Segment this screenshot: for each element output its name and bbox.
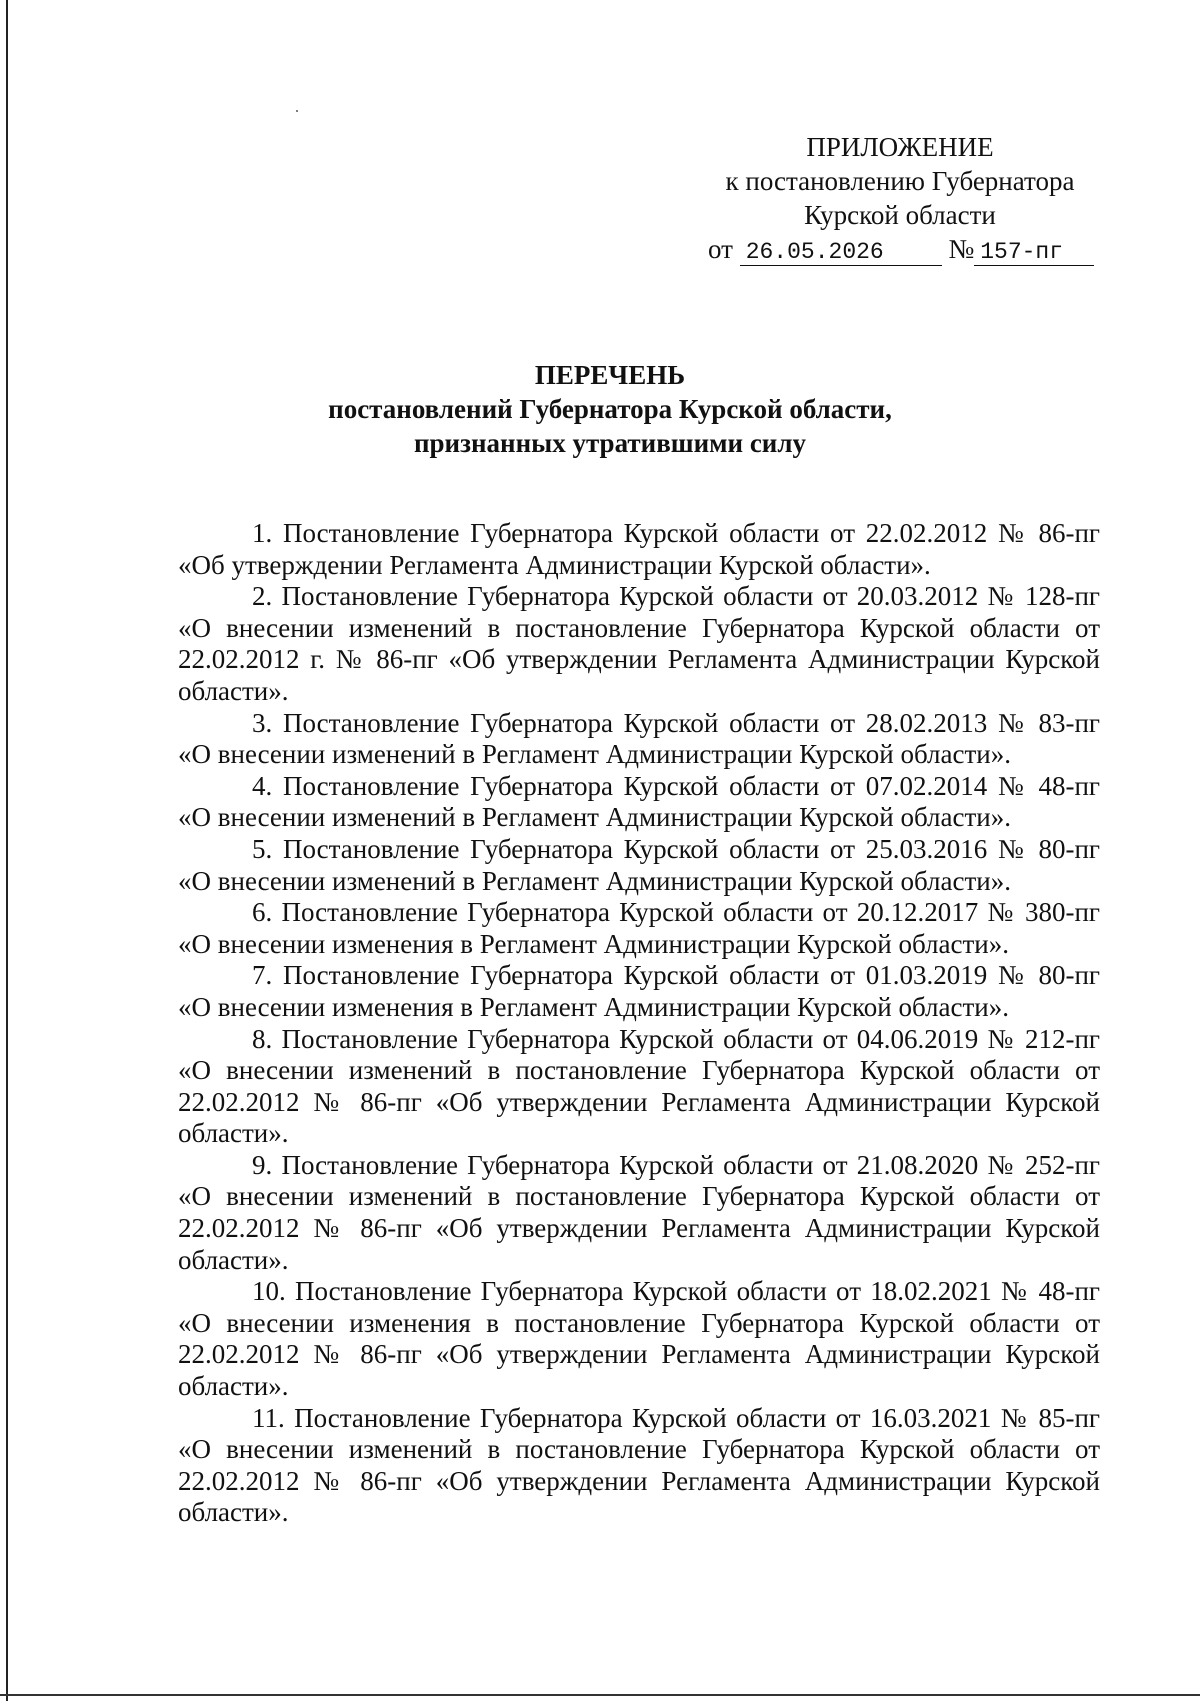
list-item: 11. Постановление Губернатора Курской области от 16.03.2021 № 85-пг «О внесении изменений в постановление Губернатора Курской области от 22.02.2012 № 86-пг «Об утверждении Регламента Администрации Курской области».	[178, 1402, 1100, 1528]
appendix-to-line: к постановлению Губернатора	[725, 166, 1075, 196]
scan-edge-left	[6, 0, 8, 1701]
scan-speck	[296, 110, 298, 112]
document-title	[190, 358, 1030, 460]
list-item: 1. Постановление Губернатора Курской области от 22.02.2012 № 86-пг «Об утверждении Регламента Администрации Курской области».	[178, 518, 1100, 580]
number-value: 157-пг	[974, 239, 1094, 266]
document-heading: ПЕРЕЧЕНЬ	[534, 360, 686, 390]
list-item: 10. Постановление Губернатора Курской области от 18.02.2021 № 48-пг «О внесении изменения в постановление Губернатора Курской области от 22.02.2012 № 86-пг «Об утверждении Регламента Администрации Курской области».	[178, 1276, 1100, 1402]
document-subheading-2: признанных утратившими силу	[413, 428, 807, 458]
resolutions-list	[178, 518, 1100, 1529]
appendix-date-line	[680, 232, 1120, 266]
date-value: 26.05.2026	[740, 239, 942, 266]
scan-edge-bottom	[0, 1694, 1200, 1696]
list-item: 6. Постановление Губернатора Курской области от 20.12.2017 № 380-пг «О внесении изменения в Регламент Администрации Курской области».	[178, 897, 1100, 959]
list-item: 7. Постановление Губернатора Курской области от 01.03.2019 № 80-пг «О внесении изменения в Регламент Администрации Курской области».	[178, 960, 1100, 1022]
appendix-region-line: Курской области	[804, 200, 996, 230]
list-item: 4. Постановление Губернатора Курской области от 07.02.2014 № 48-пг «О внесении изменений в Регламент Администрации Курской области».	[178, 770, 1100, 833]
list-item: 9. Постановление Губернатора Курской области от 21.08.2020 № 252-пг «О внесении изменений в постановление Губернатора Курской области от 22.02.2012 № 86-пг «Об утверждении Регламента Администрации Курской области».	[178, 1149, 1100, 1275]
list-item: 5. Постановление Губернатора Курской области от 25.03.2016 № 80-пг «О внесении изменений в Регламент Администрации Курской области».	[178, 833, 1100, 896]
number-prefix: №	[948, 234, 975, 264]
list-item: 3. Постановление Губернатора Курской области от 28.02.2013 № 83-пг «О внесении изменений в Регламент Администрации Курской области».	[178, 707, 1100, 770]
document-subheading-1: постановлений Губернатора Курской области,	[328, 394, 892, 424]
appendix-header	[680, 130, 1120, 266]
date-prefix: от	[708, 234, 733, 264]
appendix-title: ПРИЛОЖЕНИЕ	[806, 132, 994, 162]
list-item: 8. Постановление Губернатора Курской области от 04.06.2019 № 212-пг «О внесении изменений в постановление Губернатора Курской области от 22.02.2012 № 86-пг «Об утверждении Регламента Администрации Курской области».	[178, 1023, 1100, 1149]
list-item: 2. Постановление Губернатора Курской области от 20.03.2012 № 128-пг «О внесении изменений в постановление Губернатора Курской области от 22.02.2012 г. № 86-пг «Об утверждении Регламента Администрации Курской области».	[178, 581, 1100, 706]
